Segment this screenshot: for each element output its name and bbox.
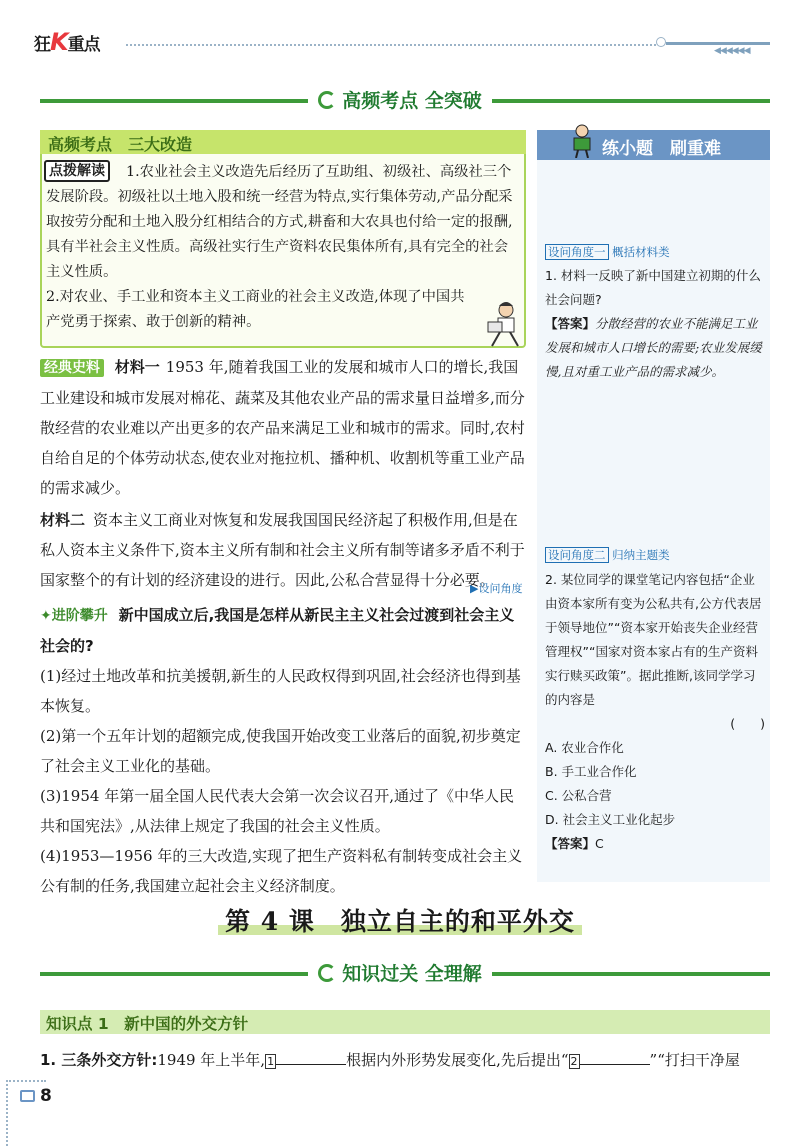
blank-2-number: 2 — [570, 1055, 578, 1068]
bottom-text-1: 1949 年上半年, — [157, 1051, 266, 1069]
blank-2[interactable] — [580, 1050, 650, 1065]
footer-dotted-line-h — [6, 1080, 46, 1082]
keypoint-header: 高频考点 三大改造 — [48, 135, 193, 154]
q2-angle-tag — [545, 547, 670, 563]
material-1-text: 1953 年,随着我国工业的发展和城市人口的增长,我国工业建设和城市发展对棉花、蔬菜及其他农业产品的需求量日益增多,而分散经营的农业难以产出更多的农产品来满足工业和城市的需求。同时,农村自给自足的个体劳动状态,使农业对拖拉机、播种机、收割机等重工业产品的需求减少。 — [40, 358, 525, 497]
header-dotted-line — [126, 44, 656, 46]
q1-angle-tag — [545, 244, 670, 260]
q1-block — [545, 264, 765, 384]
advance-tag-label: 进阶攀升 — [51, 608, 108, 624]
advance-question: 新中国成立后,我国是怎样从新民主主义社会过渡到社会主义社会的? — [40, 606, 515, 655]
page-number: 8 — [40, 1086, 52, 1106]
blank-1[interactable] — [276, 1050, 346, 1065]
q2-option-a[interactable]: A. 农业合作化 — [545, 740, 624, 755]
logo-text-pre: 狂 — [34, 35, 50, 55]
q2-option-d[interactable]: D. 社会主义工业化起步 — [545, 812, 676, 827]
keypoint-para-2: 2.对农业、手工业和资本主义工商业的社会主义改造,体现了中国共产党勇于探索、敢于创新的精神。 — [46, 289, 465, 330]
q2-angle-text: 归纳主题类 — [612, 548, 670, 562]
q1-answer — [545, 312, 765, 384]
footer-dotted-line-v — [6, 1080, 8, 1146]
reading-character-icon — [482, 300, 528, 348]
tag-classic: 经典史料 — [40, 359, 104, 377]
q2-question: 2. 某位同学的课堂笔记内容包括“企业由资本家所有变为公私共有,公方代表居于领导地位”“资本家开始丧失企业经营管理权”“国家对资本家占有的生产资料实行赎买政策”。据此推断,该同学学习的内容是 — [545, 572, 762, 707]
material-2-label: 材料二 — [40, 511, 86, 529]
advance-question-line — [40, 600, 526, 661]
lesson-title: 第 4 课 独立自主的和平外交 — [225, 907, 575, 936]
section-banner — [0, 86, 800, 113]
knowledge-point-header: 知识点 1 新中国的外交方针 — [46, 1015, 249, 1033]
blank-1-number: 1 — [267, 1055, 275, 1068]
q1-question: 1. 材料一反映了新中国建立初期的什么社会问题? — [545, 268, 761, 307]
q2-answer — [545, 832, 765, 856]
bottom-text-3: ”“打扫干净屋 — [649, 1051, 740, 1069]
section-title: 高频考点 全突破 — [342, 90, 482, 112]
q2-answer-label: 【答案】 — [545, 836, 596, 851]
book-icon — [20, 1090, 35, 1102]
logo-text-post: 重点 — [67, 35, 100, 55]
practice-character-icon — [568, 122, 598, 158]
logo-text-k: K — [50, 28, 68, 56]
advance-item-3: (3)1954 年第一届全国人民代表大会第一次会议召开,通过了《中华人民共和国宪法》,从法律上规定了我国的社会主义性质。 — [40, 787, 514, 835]
q2-option-b[interactable]: B. 手工业合作化 — [545, 764, 637, 779]
q1-answer-label: 【答案】 — [545, 316, 596, 331]
practice-header: 练小题 刷重难 — [602, 139, 721, 159]
section2-title: 知识过关 全理解 — [342, 963, 482, 985]
swirl-icon — [318, 91, 336, 109]
header-arrows-icon: ◀◀◀◀◀◀ — [714, 46, 750, 56]
material-2-text: 资本主义工商业对恢复和发展我国国民经济起了积极作用,但是在私人资本主义条件下,资本主义所有制和社会主义所有制等诸多矛盾不利于国家整个的有计划的经济建设的进行。因此,公私合营显得十分必要。 — [40, 511, 525, 589]
section2-banner — [0, 959, 800, 986]
keypoint-body — [46, 160, 516, 335]
q1-angle-box: 设问角度一 — [545, 244, 609, 260]
swirl-icon — [318, 964, 336, 982]
brand-logo — [34, 28, 100, 56]
q2-answer-bracket: ( ) — [730, 716, 765, 731]
rocket-icon: ✦ — [40, 608, 52, 624]
keypoint-para-1: 1.农业社会主义改造先后经历了互助组、初级社、高级社三个发展阶段。初级社以土地入股和统一经营为特点,实行集体劳动,产品分配采取按劳分配和土地入股分红相结合的方式,耕畜和大农具也付给一定的报酬,具有半社会主义性质。高级社实行生产资料农民集体所有,具有完全的社会主义性质。 — [46, 164, 513, 280]
header-circle-icon — [656, 37, 666, 47]
advance-item-2: (2)第一个五年计划的超额完成,使我国开始改变工业落后的面貌,初步奠定了社会主义工业化的基础。 — [40, 727, 521, 775]
bottom-fill-line — [40, 1049, 740, 1070]
advance-item-1: (1)经过土地改革和抗美援朝,新生的人民政权得到巩固,社会经济也得到基本恢复。 — [40, 667, 521, 715]
classic-materials — [40, 352, 526, 595]
bottom-text-2: 根据内外形势发展变化,先后提出“ — [346, 1051, 569, 1069]
advance-item-4: (4)1953—1956 年的三大改造,实现了把生产资料私有制转变成社会主义公有制的任务,我国建立起社会主义经济制度。 — [40, 847, 523, 895]
tag-dianbo: 点拨解读 — [44, 160, 110, 182]
q1-answer-text: 分散经营的农业不能满足工业发展和城市人口增长的需要;农业发展缓慢,且对重工业产品的需求减少。 — [545, 316, 762, 379]
section-banner-title-wrap — [308, 86, 492, 113]
advance-tag — [40, 608, 113, 624]
bottom-label: 1. 三条外交方针: — [40, 1051, 158, 1069]
header-line — [666, 42, 770, 45]
classic-m1 — [40, 352, 526, 503]
section2-banner-title-wrap — [308, 959, 492, 986]
advance-section — [40, 600, 526, 901]
q2-answer-text: C — [595, 836, 604, 851]
q2-angle-box: 设问角度二 — [545, 547, 609, 563]
material-1-label: 材料一 — [114, 358, 160, 376]
link-question-angle[interactable]: ▶设问角度 — [470, 582, 523, 595]
q2-block — [545, 568, 765, 856]
q2-option-c[interactable]: C. 公私合营 — [545, 788, 612, 803]
q1-angle-text: 概括材料类 — [612, 245, 670, 259]
classic-m2 — [40, 505, 526, 595]
